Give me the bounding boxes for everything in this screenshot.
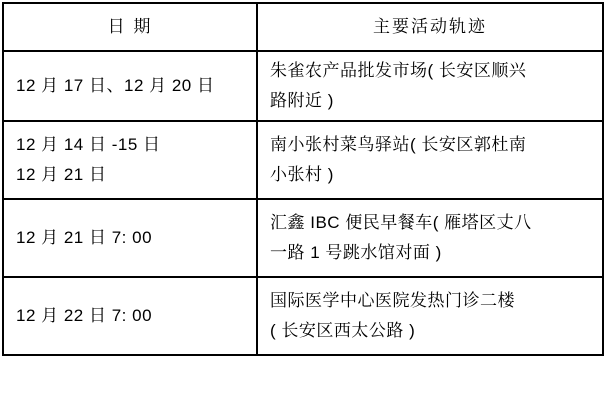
cell-activity bbox=[257, 199, 603, 277]
cell-date-line: 12 月 21 日 7: 00 bbox=[16, 228, 153, 247]
activity-trace-table bbox=[2, 2, 604, 356]
cell-date-line: 12 月 22 日 7: 00 bbox=[16, 306, 153, 325]
cell-activity-line: 国际医学中心医院发热门诊二楼 bbox=[270, 291, 515, 310]
table-row bbox=[3, 51, 603, 121]
cell-date bbox=[3, 51, 257, 121]
cell-date bbox=[3, 199, 257, 277]
cell-activity-line: 路附近 ) bbox=[270, 91, 334, 110]
table-row bbox=[3, 121, 603, 199]
cell-activity-line: 小张村 ) bbox=[270, 165, 334, 184]
cell-activity-line: 一路 1 号跳水馆对面 ) bbox=[270, 243, 442, 262]
column-header-date: 日 期 bbox=[3, 3, 257, 51]
cell-activity-line: 朱雀农产品批发市场( 长安区顺兴 bbox=[270, 61, 527, 80]
cell-date bbox=[3, 277, 257, 355]
table-row bbox=[3, 199, 603, 277]
cell-date bbox=[3, 121, 257, 199]
cell-activity-line: ( 长安区西太公路 ) bbox=[270, 321, 416, 340]
cell-activity bbox=[257, 277, 603, 355]
cell-date-line: 12 月 17 日、12 月 20 日 bbox=[16, 76, 215, 95]
cell-activity-line: 南小张村菜鸟驿站( 长安区郭杜南 bbox=[270, 135, 527, 154]
document-page bbox=[0, 2, 604, 411]
cell-date-line: 12 月 14 日 -15 日 bbox=[16, 135, 161, 154]
cell-activity bbox=[257, 51, 603, 121]
cell-activity bbox=[257, 121, 603, 199]
table-header-row bbox=[3, 3, 603, 51]
cell-activity-line: 汇鑫 IBC 便民早餐车( 雁塔区丈八 bbox=[270, 213, 532, 232]
table-header bbox=[3, 3, 603, 51]
table-body bbox=[3, 51, 603, 355]
cell-date-line: 12 月 21 日 bbox=[16, 165, 107, 184]
column-header-activity: 主要活动轨迹 bbox=[257, 3, 603, 51]
table-row bbox=[3, 277, 603, 355]
